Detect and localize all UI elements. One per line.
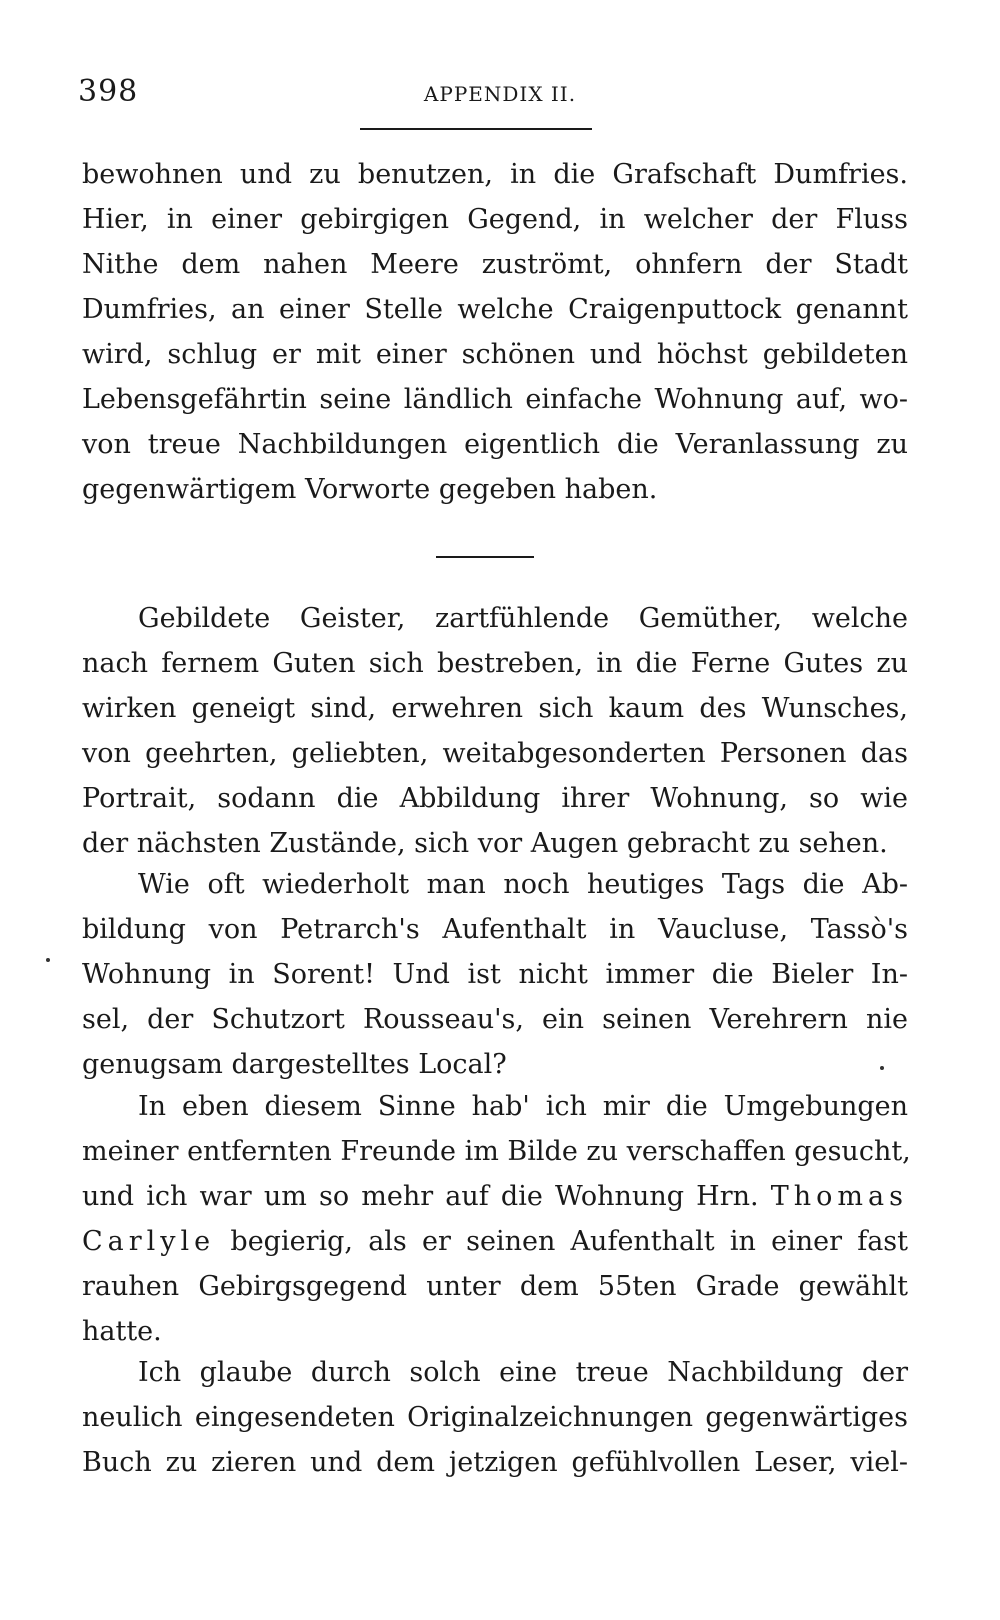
text-line: Wohnung in Sorent! Und ist nicht immer die Bieler In-: [82, 959, 908, 990]
paragraph-1: [82, 152, 908, 512]
text-line: bewohnen und zu benutzen, in die Grafschaft Dumfries.: [82, 159, 908, 190]
text-line: gegenwärtigem Vorworte gegeben haben.: [82, 474, 658, 505]
text-line: Wie oft wiederholt man noch heutiges Tags die Ab-: [138, 869, 908, 900]
running-title: APPENDIX II.: [423, 82, 577, 106]
text-line: wird, schlug er mit einer schönen und höchst gebildeten: [82, 339, 908, 370]
text-line: Dumfries, an einer Stelle welche Craigenputtock genannt: [82, 294, 908, 325]
text-line: der nächsten Zustände, sich vor Augen gebracht zu sehen.: [82, 828, 888, 859]
print-speck: [46, 958, 50, 962]
text-line: rauhen Gebirgsgegend unter dem 55ten Grade gewählt: [82, 1271, 908, 1302]
text-segment: begierig, als er seinen Aufenthalt in einer fast: [230, 1226, 909, 1257]
text-line: hatte.: [82, 1316, 162, 1347]
text-line: genugsam dargestelltes Local?: [82, 1049, 507, 1080]
person-name-spaced: Carlyle: [82, 1226, 216, 1257]
text-segment: und ich war um so mehr auf die Wohnung Hrn.: [82, 1181, 759, 1212]
text-line: [82, 1174, 908, 1219]
text-line: bildung von Petrarch's Aufenthalt in Vaucluse, Tassò's: [82, 914, 908, 945]
paragraph-4: [82, 1084, 911, 1354]
text-line: Nithe dem nahen Meere zuströmt, ohnfern der Stadt: [82, 249, 908, 280]
text-line: Gebildete Geister, zartfühlende Gemüther, welche: [138, 603, 908, 634]
text-line: Lebensgefährtin seine ländlich einfache Wohnung auf, wo-: [82, 384, 908, 415]
paragraph-3: [82, 862, 908, 1087]
text-line: wirken geneigt sind, erwehren sich kaum des Wunsches,: [82, 693, 908, 724]
text-line: Buch zu zieren und dem jetzigen gefühlvollen Leser, viel-: [82, 1447, 908, 1478]
text-line: Ich glaube durch solch eine treue Nachbildung der: [138, 1357, 908, 1388]
text-line: von geehrten, geliebten, weitabgesonderten Personen das: [82, 738, 908, 769]
header-rule: [360, 128, 592, 130]
text-line: von treue Nachbildungen eigentlich die Veranlassung zu: [82, 429, 908, 460]
text-line: Hier, in einer gebirgigen Gegend, in welcher der Fluss: [82, 204, 908, 235]
section-divider-rule: [436, 556, 534, 558]
text-line: [82, 1219, 908, 1264]
print-speck: [880, 1066, 884, 1070]
text-line: meiner entfernten Freunde im Bilde zu verschaffen gesucht,: [82, 1136, 911, 1167]
text-line: neulich eingesendeten Originalzeichnungen gegenwärtiges: [82, 1402, 908, 1433]
page-number: 398: [78, 74, 139, 109]
paragraph-2: [82, 596, 908, 866]
person-name-spaced: Thomas: [770, 1181, 908, 1212]
text-line: sel, der Schutzort Rousseau's, ein seinen Verehrern nie: [82, 1004, 908, 1035]
text-line: In eben diesem Sinne hab' ich mir die Umgebungen: [138, 1091, 908, 1122]
text-line: Portrait, sodann die Abbildung ihrer Wohnung, so wie: [82, 783, 908, 814]
text-line: nach fernem Guten sich bestreben, in die Ferne Gutes zu: [82, 648, 908, 679]
paragraph-5: [82, 1350, 908, 1485]
